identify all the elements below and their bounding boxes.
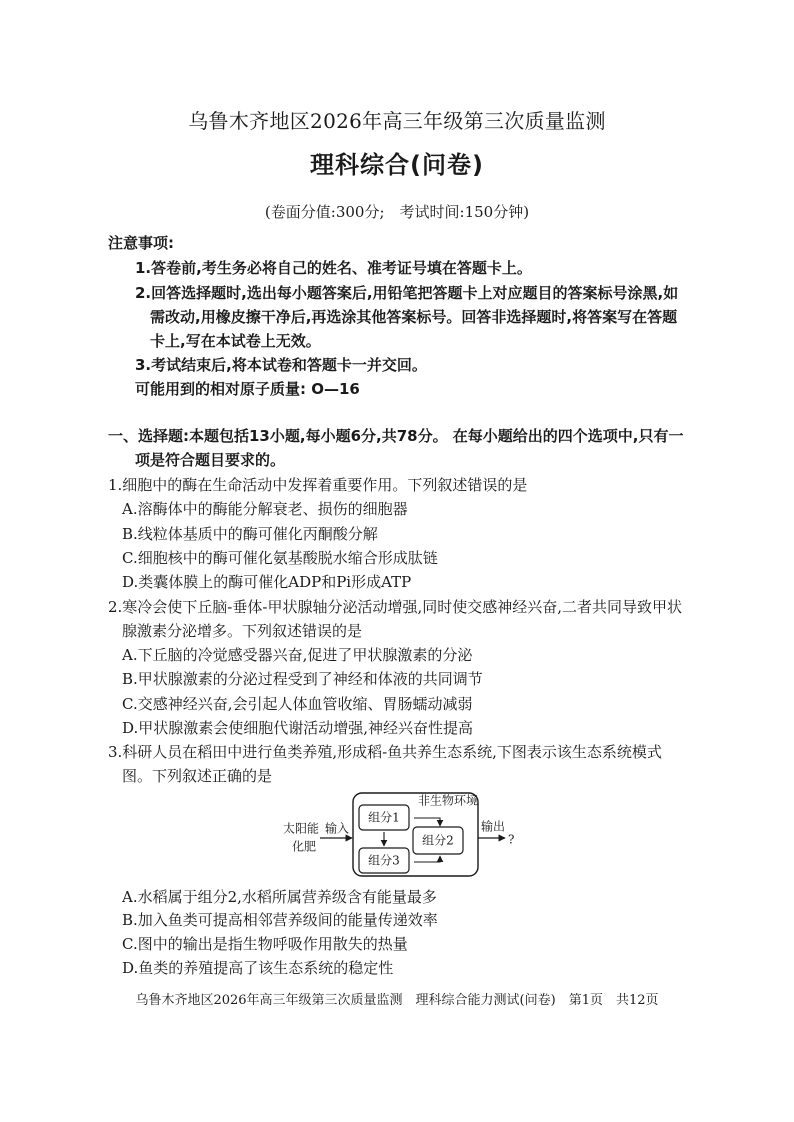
component-1-label: 组分1 <box>368 810 400 825</box>
exam-info: (卷面分值:300分; 考试时间:150分钟) <box>264 203 530 221</box>
output-label: 输出 <box>481 819 506 834</box>
option-a: A.水稻属于组分2,水稻所属营养级含有能量最多 <box>122 888 437 906</box>
option-c: C.图中的输出是指生物呼吸作用散失的热量 <box>122 935 408 953</box>
question-stem-line-2: 腺激素分泌增多。下列叙述错误的是 <box>122 622 363 640</box>
option-b: B.线粒体基质中的酶可催化丙酮酸分解 <box>122 525 378 543</box>
option-d: D.鱼类的养殖提高了该生态系统的稳定性 <box>122 959 394 977</box>
option-c: C.交感神经兴奋,会引起人体血管收缩、胃肠蠕动减弱 <box>122 695 473 713</box>
question-stem-line-2: 图。下列叙述正确的是 <box>122 767 273 785</box>
option-a: A.溶酶体中的酶能分解衰老、损伤的细胞器 <box>122 500 408 518</box>
notice-item-2-line-2: 需改动,用橡皮擦干净后,再选涂其他答案标号。回答非选择题时,将答案写在答题 <box>150 308 678 326</box>
notice-heading: 注意事项: <box>108 234 174 252</box>
question-stem-line-1: 3.科研人员在稻田中进行鱼类养殖,形成稻-鱼共养生态系统,下图表示该生态系统模式 <box>108 743 662 761</box>
option-b: B.甲状腺激素的分泌过程受到了神经和体液的共同调节 <box>122 670 483 688</box>
option-b: B.加入鱼类可提高相邻营养级间的能量传递效率 <box>122 911 438 929</box>
arrow-3-to-2 <box>414 856 440 862</box>
section-heading-line-1: 一、选择题:本题包括13小题,每小题6分,共78分。 在每小题给出的四个选项中,只有一 <box>108 427 684 445</box>
page-footer: 乌鲁木齐地区2026年高三年级第三次质量监测 理科综合能力测试(问卷) 第1页 共12页 <box>135 993 659 1008</box>
notice-item-1: 1.答卷前,考生务必将自己的姓名、准考证号填在答题卡上。 <box>135 259 532 277</box>
input-label: 输入 <box>325 821 350 836</box>
notice-item-3: 3.考试结束后,将本试卷和答题卡一并交回。 <box>135 356 427 374</box>
question-stem-line-1: 2.寒冷会使下丘脑-垂体-甲状腺轴分泌活动增强,同时使交感神经兴奋,二者共同导致甲状 <box>108 598 682 616</box>
exam-subtitle: 理科综合(问卷) <box>310 151 484 179</box>
arrow-1-to-2 <box>414 818 440 826</box>
notice-item-2-line-1: 2.回答选择题时,选出每小题答案后,用铅笔把答题卡上对应题目的答案标号涂黑,如 <box>135 284 679 302</box>
atomic-mass-note: 可能用到的相对原子质量: O—16 <box>135 380 360 398</box>
notice-item-2-line-3: 卡上,写在本试卷上无效。 <box>150 332 321 350</box>
input-source-fertilizer: 化肥 <box>292 839 317 854</box>
output-target: ? <box>508 832 515 847</box>
component-2-label: 组分2 <box>422 833 454 848</box>
component-3-label: 组分3 <box>368 853 400 868</box>
input-source-sun: 太阳能 <box>283 821 320 836</box>
option-d: D.类囊体膜上的酶可催化ADP和Pi形成ATP <box>122 573 412 591</box>
question-stem: 1.细胞中的酶在生命活动中发挥着重要作用。下列叙述错误的是 <box>108 476 528 494</box>
option-a: A.下丘脑的冷觉感受器兴奋,促进了甲状腺激素的分泌 <box>122 646 473 664</box>
environment-label: 非生物环境 <box>418 793 479 808</box>
ecosystem-diagram <box>270 788 520 880</box>
option-c: C.细胞核中的酶可催化氨基酸脱水缩合形成肽链 <box>122 549 438 567</box>
section-heading-line-2: 项是符合题目要求的。 <box>135 451 286 469</box>
exam-title: 乌鲁木齐地区2026年高三年级第三次质量监测 <box>188 109 606 133</box>
option-d: D.甲状腺激素会使细胞代谢活动增强,神经兴奋性提高 <box>122 719 474 737</box>
